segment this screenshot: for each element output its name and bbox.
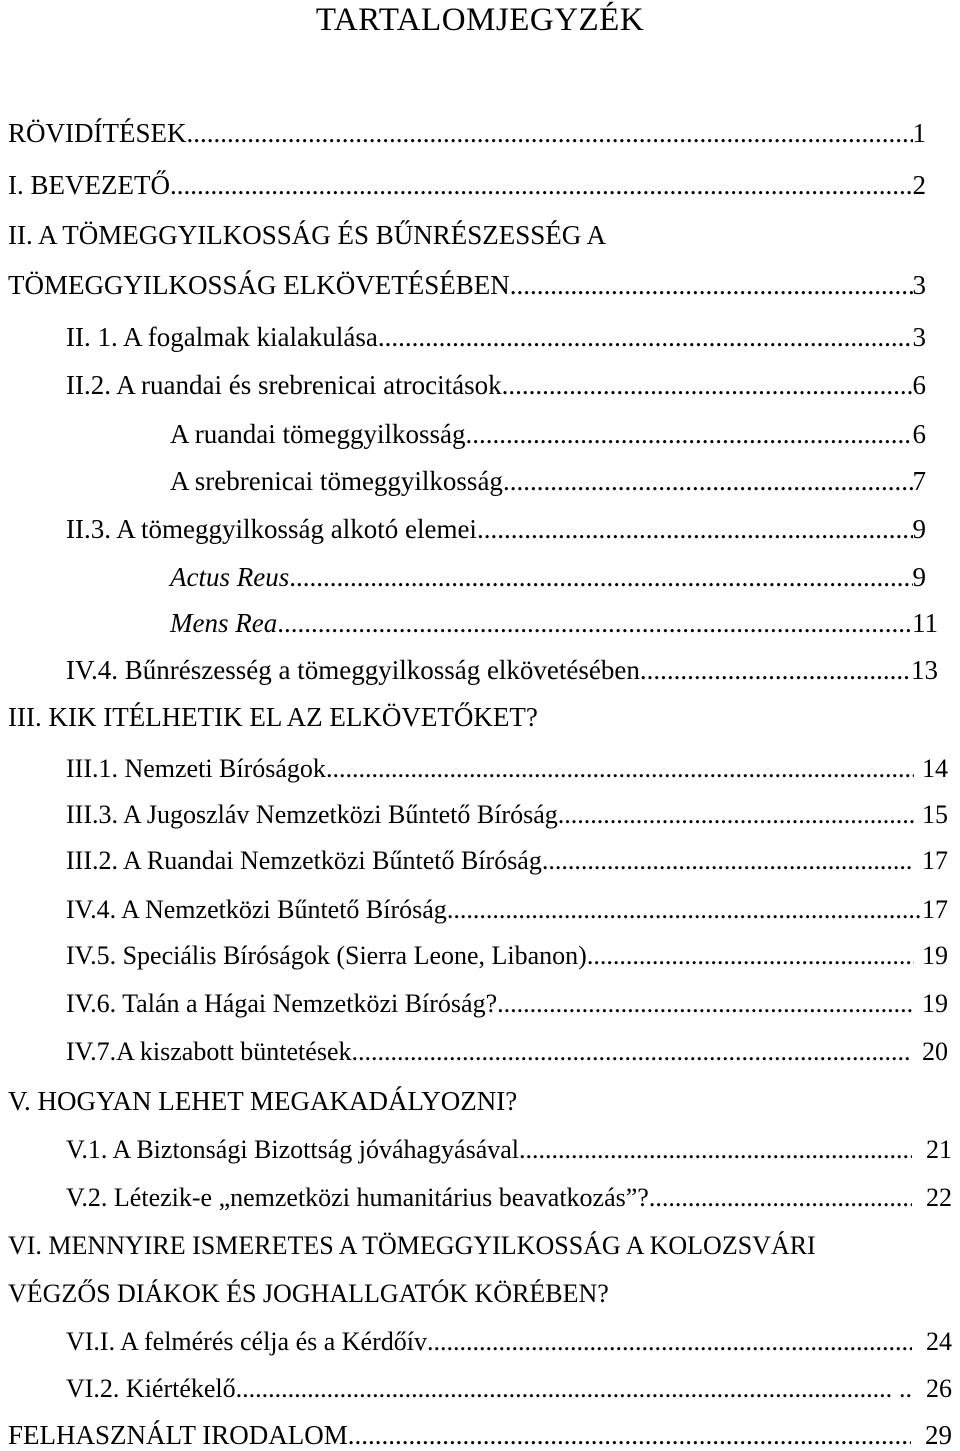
toc-entry-label: VI.2. Kiértékelő bbox=[66, 1374, 236, 1403]
toc-entry-label: V. HOGYAN LEHET MEGAKADÁLYOZNI? bbox=[8, 1086, 518, 1116]
toc-entry-actus-reus[interactable] bbox=[170, 561, 926, 593]
toc-entry-label: II. A TÖMEGGYILKOSSÁG ÉS BŰNRÉSZESSÉG A bbox=[8, 220, 607, 250]
dot-leader bbox=[517, 988, 914, 1020]
dot-leader bbox=[606, 940, 914, 972]
toc-entry-3-1[interactable] bbox=[66, 753, 948, 785]
toc-page-number: 6 bbox=[912, 370, 926, 400]
toc-entry-label: IV.4. A Nemzetközi Bűntető Bíróság bbox=[66, 895, 447, 924]
toc-entry-label: FELHASZNÁLT IRODALOM bbox=[8, 1420, 348, 1450]
dot-leader bbox=[186, 117, 912, 149]
toc-page-number: 17 bbox=[922, 895, 948, 924]
toc-entry-6-1[interactable] bbox=[66, 1326, 952, 1358]
toc-entry-label: Mens Rea bbox=[170, 608, 278, 638]
dot-leader bbox=[510, 269, 913, 301]
toc-entry-label: VI. MENNYIRE ISMERETES A TÖMEGGYILKOSSÁG A KOLOZSVÁRI bbox=[8, 1231, 816, 1260]
toc-entry-label: VÉGZŐS DIÁKOK ÉS JOGHALLGATÓK KÖRÉBEN? bbox=[8, 1279, 609, 1308]
toc-entry-chapter-6-line1[interactable] bbox=[8, 1230, 952, 1262]
dot-leader bbox=[502, 369, 913, 401]
toc-entry-4-5[interactable] bbox=[66, 940, 948, 972]
toc-page-number: 19 bbox=[922, 941, 948, 970]
toc-entry-2-3[interactable] bbox=[66, 513, 926, 545]
dot-leader bbox=[326, 753, 914, 785]
toc-entry-label: RÖVIDÍTÉSEK bbox=[8, 118, 187, 148]
toc-entry-label: III.3. A Jugoszláv Nemzetközi Bűntető Bíróság... bbox=[66, 800, 578, 829]
toc-entry-4-6[interactable] bbox=[66, 988, 948, 1020]
dot-leader bbox=[668, 1182, 912, 1214]
dot-leader bbox=[577, 799, 914, 831]
toc-entry-2-1[interactable] bbox=[66, 321, 926, 353]
toc-entry-chapter-3[interactable] bbox=[8, 701, 938, 733]
toc-page-number: 6 bbox=[912, 419, 926, 449]
toc-entry-label: A srebrenicai tömeggyilkosság bbox=[170, 466, 503, 496]
toc-entry-3-3[interactable] bbox=[66, 799, 948, 831]
toc-entry-4-4-bunreszesseg[interactable] bbox=[66, 654, 938, 686]
dot-leader bbox=[640, 654, 911, 686]
toc-entry-label: III.1. Nemzeti Bíróságok bbox=[66, 754, 326, 783]
dot-leader bbox=[170, 169, 913, 201]
toc-entry-label: V.2. Létezik-e „nemzetközi humanitárius beavatkozás”?... bbox=[66, 1183, 669, 1212]
toc-entry-roviditesek[interactable] bbox=[8, 117, 926, 149]
toc-entry-chapter-5[interactable] bbox=[8, 1085, 948, 1117]
toc-page-number: 9 bbox=[912, 562, 926, 592]
toc-entry-label: IV.6. Talán a Hágai Nemzetközi Bíróság?... bbox=[66, 989, 517, 1018]
toc-entry-label: II.3. A tömeggyilkosság alkotó elemei bbox=[66, 514, 477, 544]
toc-page-number: 11 bbox=[912, 608, 938, 638]
dot-leader bbox=[447, 894, 922, 926]
toc-page-number: 19 bbox=[922, 989, 948, 1018]
toc-entry-label: III. KIK ITÉLHETIK EL AZ ELKÖVETŐKET? bbox=[8, 702, 538, 732]
toc-page-number: 24 bbox=[926, 1327, 952, 1356]
toc-page-number: 22 bbox=[926, 1183, 952, 1212]
toc-page-number: 26 bbox=[926, 1374, 952, 1403]
toc-entry-label: I. BEVEZETŐ bbox=[8, 170, 170, 200]
toc-entry-chapter-6-line2[interactable] bbox=[8, 1278, 952, 1310]
toc-page-number: 15 bbox=[922, 800, 948, 829]
toc-entry-label: IV.5. Speciális Bíróságok (Sierra Leone, Libanon)... bbox=[66, 941, 607, 970]
toc-page-number: 17 bbox=[922, 846, 948, 875]
toc-entry-mens-rea[interactable] bbox=[170, 607, 938, 639]
toc-page-number: 3 bbox=[912, 322, 926, 352]
toc-entry-5-1[interactable] bbox=[66, 1134, 952, 1166]
toc-entry-3-2[interactable] bbox=[66, 845, 948, 877]
dot-leader bbox=[561, 845, 914, 877]
dot-leader bbox=[351, 1036, 912, 1068]
toc-entry-4-7[interactable] bbox=[66, 1036, 948, 1068]
toc-entry-label: III.2. A Ruandai Nemzetközi Bűntető Bíróság... bbox=[66, 846, 562, 875]
page-title: TARTALOMJEGYZÉK bbox=[315, 2, 645, 38]
toc-entry-tail: .. bbox=[899, 1374, 912, 1403]
toc-page-number: 14 bbox=[922, 754, 948, 783]
toc-entry-label: Actus Reus bbox=[170, 562, 290, 592]
toc-entry-4-4[interactable] bbox=[66, 894, 948, 926]
toc-entry-5-2[interactable] bbox=[66, 1182, 952, 1214]
toc-entry-label: IV.4. Bűnrészesség a tömeggyilkosság elkövetésében bbox=[66, 655, 640, 685]
dot-leader bbox=[545, 1134, 912, 1166]
toc-entry-label: TÖMEGGYILKOSSÁG ELKÖVETÉSÉBEN bbox=[8, 270, 510, 300]
toc-entry-irodalom[interactable] bbox=[8, 1419, 952, 1451]
dot-leader bbox=[236, 1373, 893, 1405]
toc-entry-srebrenicai[interactable] bbox=[170, 465, 926, 497]
toc-entry-bevezeto[interactable] bbox=[8, 169, 926, 201]
toc-page-number: 7 bbox=[912, 466, 926, 496]
toc-entry-label: VI.I. A felmérés célja és a Kérdőív bbox=[66, 1327, 427, 1356]
dot-leader bbox=[465, 418, 912, 450]
toc-page-number: 20 bbox=[922, 1037, 948, 1066]
dot-leader bbox=[277, 607, 912, 639]
toc-page-number: 21 bbox=[926, 1135, 952, 1164]
dot-leader bbox=[427, 1326, 912, 1358]
toc-page-number: 1 bbox=[912, 118, 926, 148]
toc-entry-ruandai[interactable] bbox=[170, 418, 926, 450]
dot-leader bbox=[378, 321, 913, 353]
dot-leader bbox=[503, 465, 913, 497]
toc-entry-label: II.2. A ruandai és srebrenicai atrocitások bbox=[66, 370, 502, 400]
toc-entry-2-2[interactable] bbox=[66, 369, 926, 401]
toc-page-number: 9 bbox=[912, 514, 926, 544]
toc-entry-chapter-2-line1[interactable] bbox=[8, 219, 926, 251]
toc-entry-label: V.1. A Biztonsági Bizottság jóváhagyásával.... bbox=[66, 1135, 546, 1164]
toc-entry-6-2[interactable] bbox=[66, 1373, 952, 1405]
toc-page-number: 2 bbox=[912, 170, 926, 200]
dot-leader bbox=[477, 513, 913, 545]
toc-entry-label: II. 1. A fogalmak kialakulása bbox=[66, 322, 378, 352]
dot-leader bbox=[289, 561, 912, 593]
toc-entry-label: A ruandai tömeggyilkosság bbox=[170, 419, 466, 449]
toc-entry-label: IV.7.A kiszabott büntetések bbox=[66, 1037, 352, 1066]
toc-page-number: 13 bbox=[911, 655, 938, 685]
toc-page-number: 3 bbox=[912, 270, 926, 300]
toc-page-number: 29 bbox=[925, 1420, 952, 1450]
toc-entry-chapter-2-line2[interactable] bbox=[8, 269, 926, 301]
dot-leader bbox=[348, 1419, 911, 1451]
